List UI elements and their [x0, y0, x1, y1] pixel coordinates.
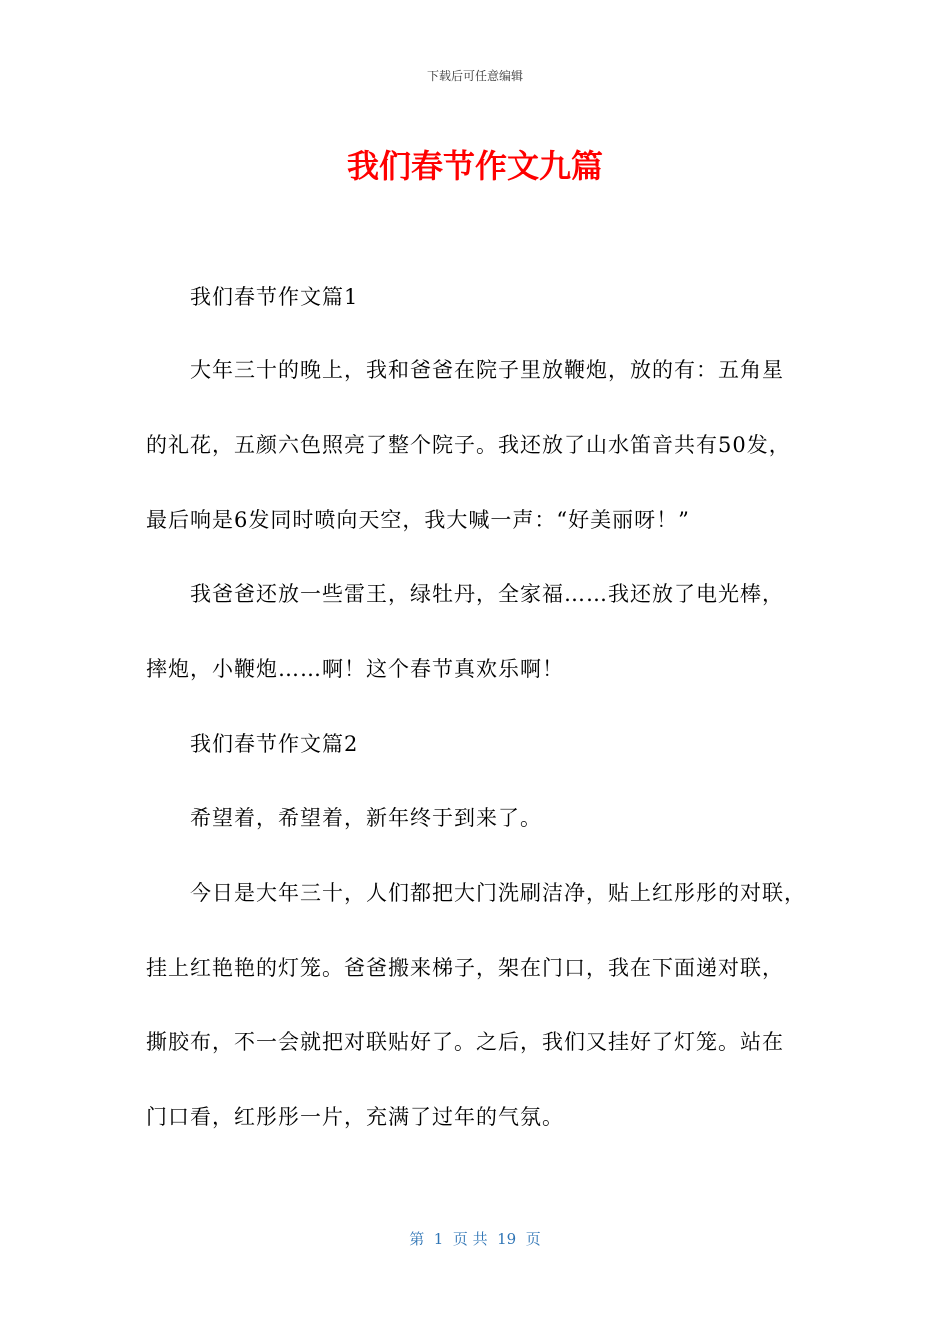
paragraph-line: 大年三十的晚上，我和爸爸在院子里放鞭炮，放的有：五角星 [190, 358, 784, 382]
paragraph-line: 撕胶布，不一会就把对联贴好了。之后，我们又挂好了灯笼。站在 [146, 1030, 784, 1054]
paragraph-line: 最后响是6发同时喷向天空，我大喊一声：“好美丽呀！” [146, 508, 690, 532]
page-number-footer: 第 1 页 共 19 页 [409, 1230, 541, 1248]
paragraph-line: 我爸爸还放一些雷王，绿牡丹，全家福……我还放了电光棒， [190, 582, 784, 606]
paragraph-line: 挂上红艳艳的灯笼。爸爸搬来梯子，架在门口，我在下面递对联， [146, 956, 784, 980]
section-heading-2: 我们春节作文篇2 [190, 732, 359, 756]
section-heading-1: 我们春节作文篇1 [190, 285, 359, 309]
paragraph-line: 希望着，希望着，新年终于到来了。 [190, 806, 542, 830]
paragraph-line: 今日是大年三十，人们都把大门洗刷洁净，贴上红彤彤的对联， [190, 881, 806, 905]
header-note: 下载后可任意编辑 [426, 69, 523, 83]
paragraph-line: 门口看，红彤彤一片，充满了过年的气氛。 [146, 1105, 564, 1129]
paragraph-line: 摔炮，小鞭炮……啊！这个春节真欢乐啊！ [146, 657, 564, 681]
paragraph-line: 的礼花，五颜六色照亮了整个院子。我还放了山水笛音共有50发， [146, 433, 791, 457]
document-title: 我们春节作文九篇 [346, 147, 603, 185]
